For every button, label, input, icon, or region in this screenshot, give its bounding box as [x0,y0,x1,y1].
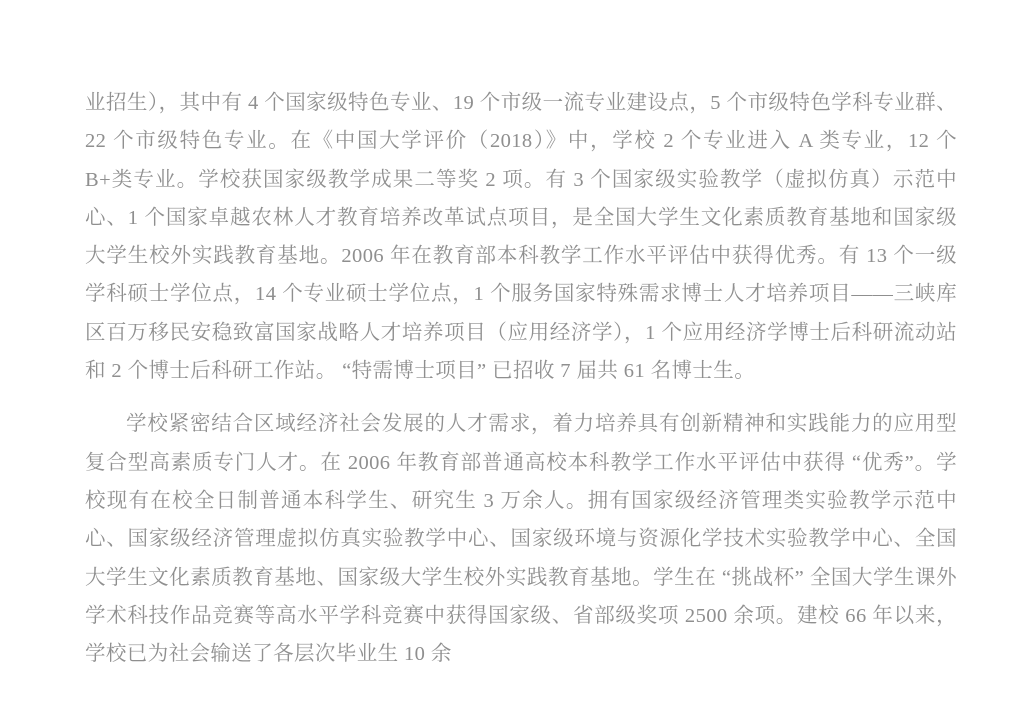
paragraph-continuation: 业招生），其中有 4 个国家级特色专业、19 个市级一流专业建设点，5 个市级特色学科专业群、22 个市级特色专业。在《中国大学评价（2018）》中，学校 2 个专业进入 A 类专业，12 个 B+类专业。学校获国家级教学成果二等奖 2 项。有 3 个国家级实验教学（虚拟仿真）示范中心、1 个国家卓越农林人才教育培养改革试点项目，是全国大学生文化素质教育基地和国家级大学生校外实践教育基地。2006 年在教育部本科教学工作水平评估中获得优秀。有 13 个一级学科硕士学位点，14 个专业硕士学位点，1 个服务国家特殊需求博士人才培养项目——三峡库区百万移民安稳致富国家战略人才培养项目（应用经济学），1 个应用经济学博士后科研流动站和 2 个博士后科研工作站。 “特需博士项目” 已招收 7 届共 61 名博士生。 [85,92,957,383]
document-content [85,84,957,673]
paragraph-body: 学校紧密结合区域经济社会发展的人才需求，着力培养具有创新精神和实践能力的应用型复合型高素质专门人才。在 2006 年教育部普通高校本科教学工作水平评估中获得 “优秀”。学校现有在校全日制普通本科学生、研究生 3 万余人。拥有国家级经济管理类实验教学示范中心、国家级经济管理虚拟仿真实验教学中心、国家级环境与资源化学技术实验教学中心、全国大学生文化素质教育基地、国家级大学生校外实践教育基地。学生在 “挑战杯” 全国大学生课外学术科技作品竞赛等高水平学科竞赛中获得国家级、省部级奖项 2500 余项。建校 66 年以来，学校已为社会输送了各层次毕业生 10 余 [85,413,957,666]
